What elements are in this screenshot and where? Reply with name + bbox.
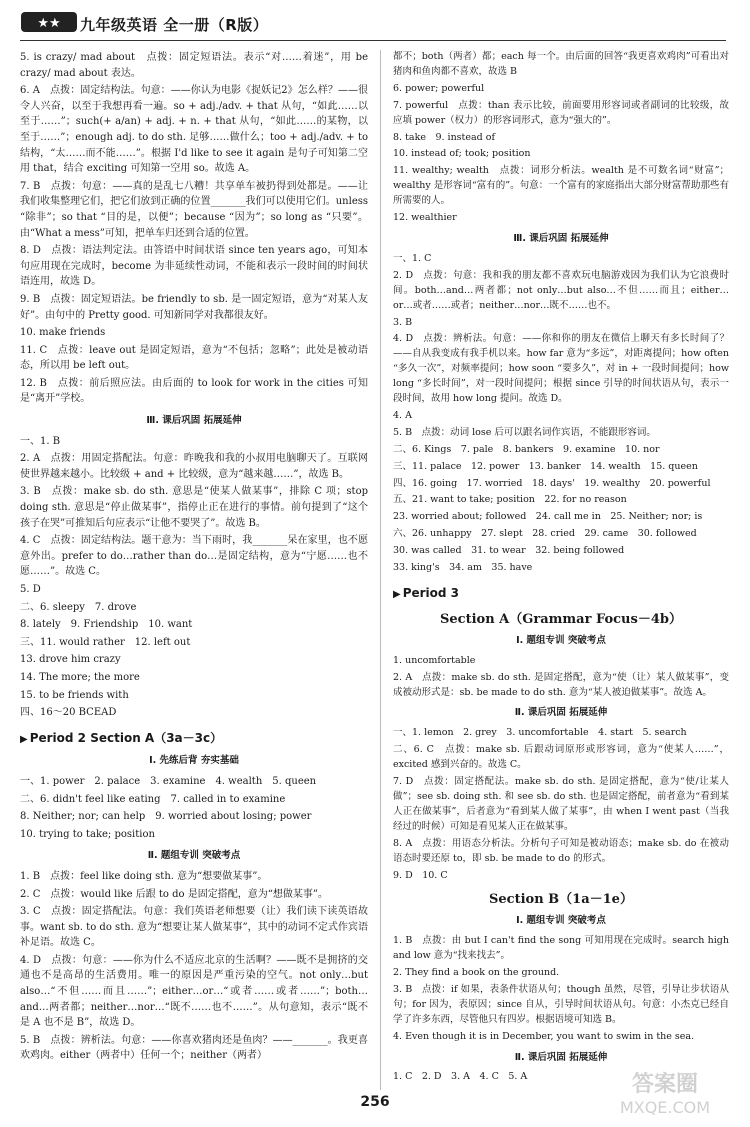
page-number: 256 <box>360 1094 390 1110</box>
book-title: 九年级英语 全一册（R版） <box>80 16 269 34</box>
answer-entry: 23. worried about; followed 24. call me in 25. Neither; nor; is <box>393 511 703 523</box>
answer-entry: 6. A 点拨：固定结构法。句意：——你认为电影《捉妖记2》怎么样？——很令人兴奋，以至于我想再看一遍。so + adj./adv. + that 从句，“如此……以至于……”；such(+ a/an) + adj. + n. + that 从句，“如此……的某物，以至于……”；enough adj. to do sth. 足够……做什么；too + adj./adv. + to 结构，“太……而不能……”。根据 I'd like to see it again 是句子可知第二空用 that，结合 exciting 可知第一空用 so。故选 A。 <box>20 85 368 175</box>
answer-column-right <box>393 50 729 1087</box>
section-heading: Ⅲ. 课后巩固 拓展延伸 <box>146 415 242 427</box>
answer-entry: 15. to be friends with <box>20 689 129 701</box>
answer-entry: 一、1. power 2. palace 3. examine 4. wealth 5. queen <box>20 775 317 787</box>
section-heading: Ⅱ. 课后巩固 拓展延伸 <box>514 707 608 719</box>
answer-entry: 4. Even though it is in December, you want to swim in the sea. <box>393 1030 695 1042</box>
answer-entry: 12. B 点拨：前后照应法。由后面的 to look for work in the cities 可知是“离开”学校。 <box>20 377 368 405</box>
answer-entry: 3. C 点拨：固定搭配法。句意：我们英语老师想要（让）我们读下读英语故事。want sb. to do sth. 意为“想要让某人做某事”，其中的动词不定式作宾语补足语。故选 C。 <box>20 906 368 949</box>
section-heading: Ⅰ. 先练后背 夯实基础 <box>149 755 239 767</box>
answer-entry: 6. power; powerful <box>393 82 485 94</box>
answer-entry: 一、1. C <box>393 252 432 264</box>
answer-entry: 3. B <box>393 316 413 328</box>
answer-entry: 1. C 2. D 3. A 4. C 5. A <box>393 1071 528 1083</box>
answer-entry: 二、6. C 点拨：make sb. 后跟动词原形或形容词，意为“使某人……”，excited 感到兴奋的。故选 C。 <box>393 744 729 771</box>
answer-entry: 2. They find a book on the ground. <box>393 967 560 979</box>
answer-entry: 5. D <box>20 584 41 595</box>
book-logo-mark: ★★ <box>37 16 61 31</box>
answer-entry: 12. wealthier <box>393 212 457 224</box>
answer-entry: 7. B 点拨：句意：——真的是乱七八糟！共享单车被扔得到处都是。——让我们收集整理它们，把它们放到正确的位置_______我们可以使用它们。unless “除非”；so that “目的是，以便”；because “因为”；so long as “只要”。由“What a mess”可知，把单车归还到合适的位置。 <box>20 180 368 239</box>
answer-entry: 4. A <box>393 409 412 421</box>
period-heading: ▶ Period 3 <box>393 586 729 603</box>
answer-entry: 4. D 点拨：辨析法。句意：——你和你的朋友在微信上聊天有多长时间了？——自从我变成有我手机以来。how far 意为“多远”，对距离提问；how often “多久一次”，对频率提问；how soon “要多久”，对 in + 一段时间提问；how long “多长时间”，对一段时间提问；根据 since 引导的时间状语从句，表示一段时间，故用 how long 提问。故选 D。 <box>393 333 729 405</box>
section-title: Section A（Grammar Focus－4b） <box>440 611 682 627</box>
answer-entry: 8. lately 9. Friendship 10. want <box>20 619 193 631</box>
answer-entry: 都不；both（两者）都；each 每一个。由后面的回答“我更喜欢鸡肉”可看出对猪肉和鱼肉都不喜欢，故选 B <box>393 51 729 77</box>
answer-entry: 1. B 点拨：feel like doing sth. 意为“想要做某事”。 <box>20 870 268 882</box>
answer-entry: 7. D 点拨：固定搭配法。make sb. do sth. 是固定搭配，意为“使/让某人做”；see sb. doing sth. 和 see sb. do sth. 也是固定搭配，前者意为“看到某人正在做某事”，后者意为“看到某人做了某事”，由 when I went past（当我经过的时候）可知是看见某人正在做某事。 <box>393 776 729 832</box>
answer-entry: 11. C 点拨：leave out 是固定短语，意为“不包括；忽略”；此处是被动语态，所以用 be left out。 <box>20 344 368 372</box>
answer-entry: 三、11. palace 12. power 13. banker 14. wealth 15. queen <box>393 460 698 472</box>
answer-entry: 5. B 点拨：动词 lose 后可以跟名词作宾语，不能跟形容词。 <box>393 426 656 438</box>
answer-entry: 8. take 9. instead of <box>393 131 495 143</box>
section-heading: Ⅲ. 课后巩固 拓展延伸 <box>513 232 609 244</box>
answer-entry: 3. B 点拨：if 如果，表条件状语从句；though 虽然，尽管，引导让步状语从句；for 因为，表原因；since 自从，引导时间状语从句。句意：小杰克已经自学了许多东西，尽管他只有四岁。根据语境可知选 B。 <box>393 983 729 1025</box>
answer-entry: 8. D 点拨：语法判定法。由答语中时间状语 since ten years ago，可知本句应用现在完成时，become 为非延续性动词，不能和表示一段时间的时间状语连用，故选 D。 <box>20 245 368 288</box>
section-title: Section B（1a－1e） <box>489 892 633 908</box>
answer-entry: 10. instead of; took; position <box>393 148 531 160</box>
answer-entry: 1. B 点拨：由 but I can't find the song 可知用现在完成时。search high and low 意为“找来找去”。 <box>393 935 729 962</box>
answer-entry: 一、1. B <box>20 435 61 447</box>
answer-entry: 2. C 点拨：would like 后跟 to do 是固定搭配，意为“想做某事”。 <box>20 888 328 900</box>
answer-entry: 5. is crazy/ mad about 点拨：固定短语法。表示“对……着迷”，用 be crazy/ mad about 表达。 <box>20 52 368 79</box>
answer-entry: 10. trying to take; position <box>20 828 155 840</box>
period-heading: ▶ Period 2 Section A（3a－3c） <box>20 731 368 748</box>
answer-column-left <box>20 50 368 1066</box>
answer-entry: 8. Neither; nor; can help 9. worried about losing; power <box>20 811 312 823</box>
answer-entry: 9. B 点拨：固定短语法。be friendly to sb. 是一固定短语，意为“对某人友好”。由句中的 Pretty good. 可知新同学对我都很友好。 <box>20 293 368 321</box>
answer-entry: 5. B 点拨：辨析法。句意：——你喜欢猪肉还是鱼肉？——_______。我更喜欢鸡肉。either（两者中）任何一个；neither（两者） <box>20 1034 368 1062</box>
section-heading: Ⅱ. 题组专训 突破考点 <box>147 850 241 862</box>
watermark-logo <box>590 1063 740 1121</box>
answer-entry: 二、6. didn't feel like eating 7. called in to examine <box>20 793 286 805</box>
column-divider <box>380 50 381 1090</box>
answer-entry: 2. A 点拨：用固定搭配法。句意：昨晚我和我的小叔用电脑聊天了。互联网使世界越来越小。比较级 + and + 比较级，意为“越来越……”，故选 B。 <box>20 453 368 480</box>
answer-entry: 二、6. sleepy 7. drove <box>20 601 137 613</box>
header-rule <box>20 40 726 41</box>
book-logo-icon <box>20 8 78 36</box>
answer-entry: 2. D 点拨：句意：我和我的朋友都不喜欢玩电脑游戏因为我们认为它浪费时间。both…and…两者都；not only…but also…不但……而且；either…or…或者……或者；neither…nor…既不……也不。 <box>393 269 729 311</box>
answer-entry: 四、16. going 17. worried 18. days' 19. wealthy 20. powerful <box>393 477 711 489</box>
answer-entry: 六、26. unhappy 27. slept 28. cried 29. came 30. followed <box>393 528 697 540</box>
answer-entry: 9. D 10. C <box>393 869 448 881</box>
watermark-title: 答案圈 <box>631 1072 699 1097</box>
answer-entry: 13. drove him crazy <box>20 654 121 666</box>
answer-entry: 3. B 点拨：make sb. do sth. 意思是“使某人做某事”，排除 C 项；stop doing sth. 意思是“停止做某事”，指停止正在进行的事情。前句提到了“这个孩子在哭”可推知后句应表示“让他不要哭了”。故选 B。 <box>20 486 368 529</box>
answer-entry: 1. uncomfortable <box>393 654 476 666</box>
watermark-url: MXQE.COM <box>619 1098 711 1117</box>
answer-entry: 7. powerful 点拨：than 表示比较，前面要用形容词或者副词的比较级，故应填 power（权力）的形容词形式，意为“强大的”。 <box>393 99 729 126</box>
section-heading: Ⅰ. 题组专训 突破考点 <box>516 915 606 927</box>
answer-entry: 11. wealthy; wealth 点拨：词形分析法。wealth 是不可数名词“财富”；wealthy 是形容词“富有的”。句意：一个富有的家庭指出大部分财富帮助那些有所需要的人。 <box>393 165 729 207</box>
answer-entry: 8. A 点拨：用语态分析法。分析句子可知是被动语态；make sb. do 在被动语态时要还原 to，即 sb. be made to do 的形式。 <box>393 837 729 864</box>
answer-entry: 一、1. lemon 2. grey 3. uncomfortable 4. start 5. search <box>393 727 687 739</box>
answer-entry: 三、11. would rather 12. left out <box>20 636 191 648</box>
section-heading: Ⅰ. 题组专训 突破考点 <box>516 634 606 646</box>
answer-entry: 14. The more; the more <box>20 671 140 683</box>
answer-entry: 2. A 点拨：make sb. do sth. 是固定搭配，意为“使（让）某人做某事”，变成被动形式是：sb. be made to do sth. 意为“某人被迫做某事”。故选 A。 <box>393 671 729 698</box>
answer-entry: 30. was called 31. to wear 32. being followed <box>393 545 625 557</box>
answer-entry: 4. C 点拨：固定结构法。题干意为：当下雨时，我_______呆在家里，也不愿意外出。prefer to do…rather than do…是固定结构，意为“宁愿……也不愿……”。故选 C。 <box>20 535 368 578</box>
answer-entry: 10. make friends <box>20 327 106 339</box>
answer-entry: 二、6. Kings 7. pale 8. bankers 9. examine 10. nor <box>393 443 660 455</box>
answer-entry: 4. D 点拨：句意：——你为什么不适应北京的生活啊？——既不是拥挤的交通也不是高昂的生活费用。唯一的原因是严重污染的空气。not only…but also…“不但……而且……”；either…or…“或者……或者……”；both…and…两者都；neither…nor…“既不……也不……”。从句意知，表示“既不是 A 也不是 B”，故选 D。 <box>20 954 368 1029</box>
answer-entry: 五、21. want to take; position 22. for no reason <box>393 494 627 506</box>
answer-entry: 四、16～20 BCEAD <box>20 707 117 719</box>
answer-entry: 33. king's 34. am 35. have <box>393 562 533 574</box>
page-header <box>0 0 750 44</box>
section-heading: Ⅱ. 课后巩固 拓展延伸 <box>514 1051 608 1063</box>
